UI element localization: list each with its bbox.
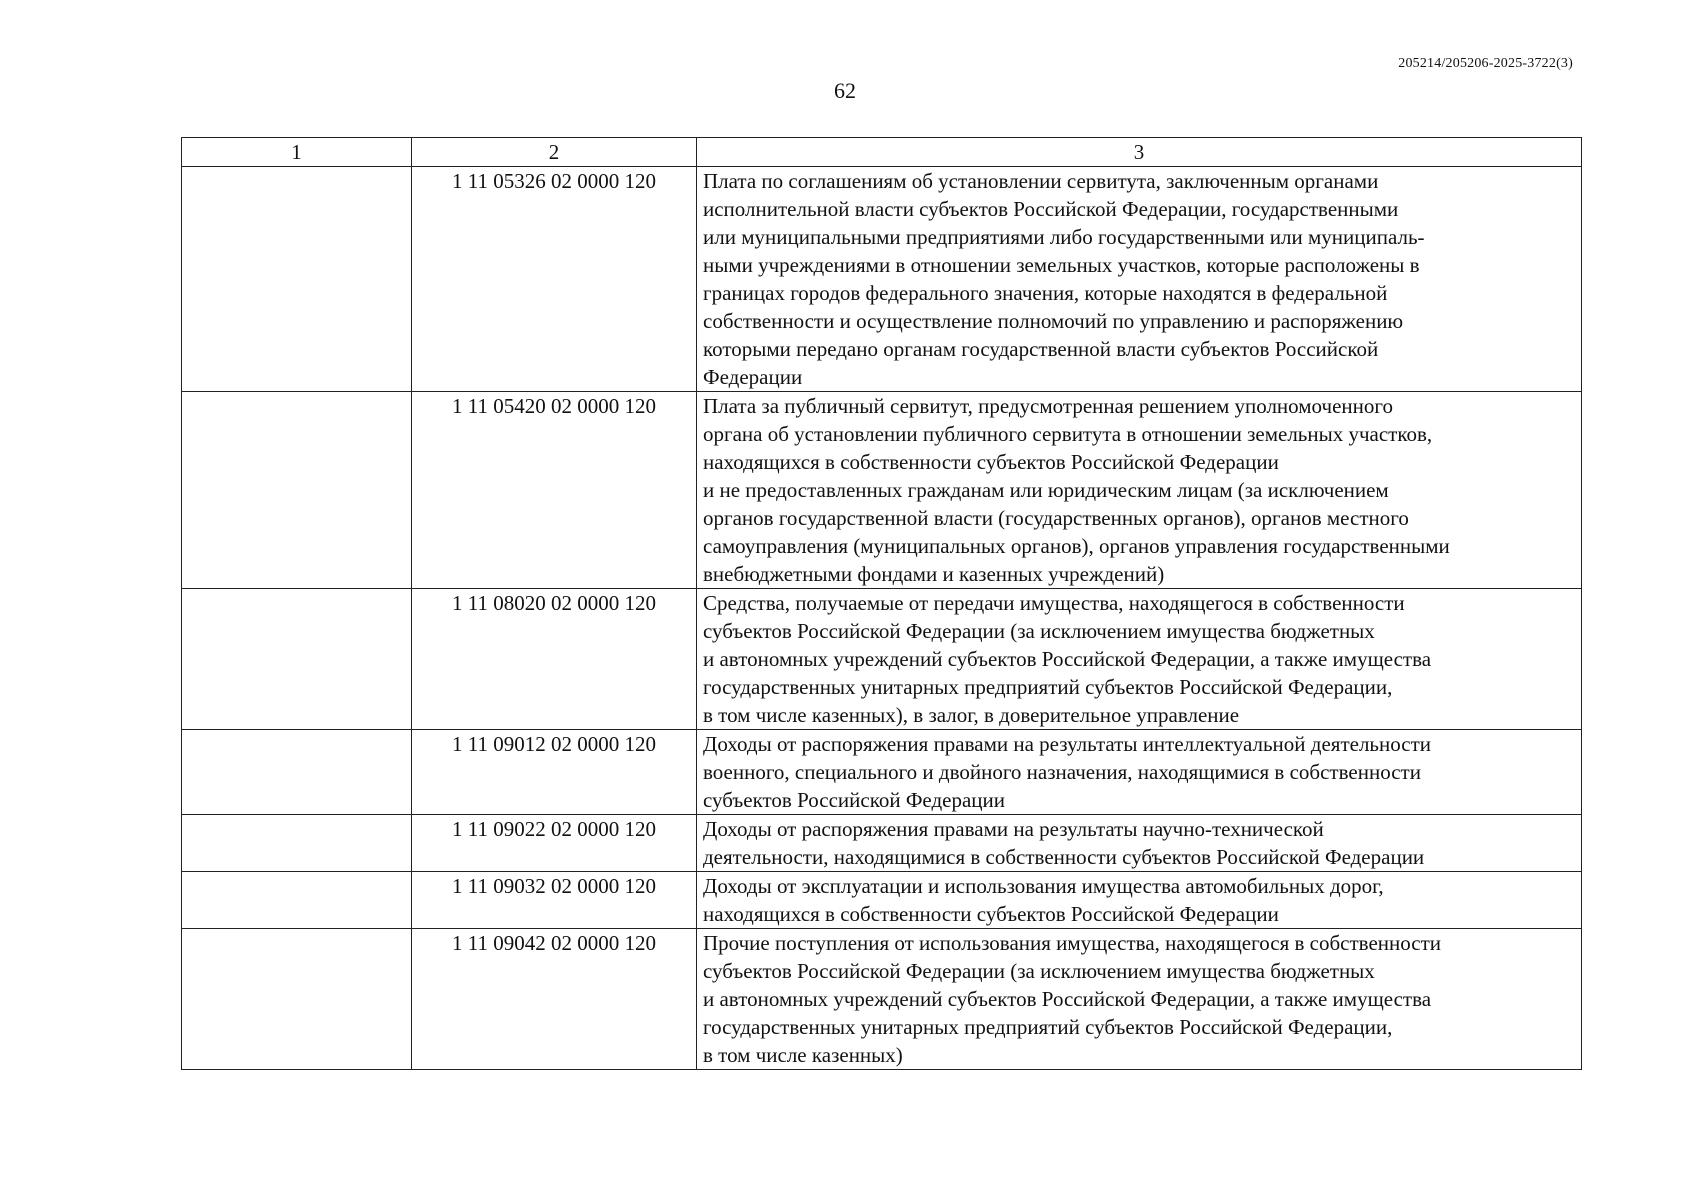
description-line: Прочие поступления от использования имущества, находящегося в собственности: [703, 931, 1441, 955]
table-row: [182, 392, 1582, 589]
description-line: ными учреждениями в отношении земельных участков, которые расположены в: [703, 253, 1420, 277]
budget-code-cell: 1 11 09022 02 0000 120: [412, 815, 697, 872]
description-line: находящихся в собственности субъектов Российской Федерации: [703, 450, 1279, 474]
budget-code-cell: 1 11 09012 02 0000 120: [412, 730, 697, 815]
description-line: исполнительной власти субъектов Российской Федерации, государственными: [703, 197, 1399, 221]
description-line: органа об установлении публичного сервитута в отношении земельных участков,: [703, 422, 1433, 446]
cell-col1: [182, 392, 412, 589]
document-id: 205214/205206-2025-3722(3): [1398, 56, 1573, 71]
budget-code-cell: 1 11 09042 02 0000 120: [412, 929, 697, 1070]
cell-col1: [182, 589, 412, 730]
table-row: [182, 589, 1582, 730]
table-row: [182, 815, 1582, 872]
cell-col1: [182, 167, 412, 392]
description-line: Средства, получаемые от передачи имущества, находящегося в собственности: [703, 591, 1405, 615]
description-line: деятельности, находящимися в собственности субъектов Российской Федерации: [703, 845, 1425, 869]
budget-code-cell: 1 11 08020 02 0000 120: [412, 589, 697, 730]
description-line: государственных унитарных предприятий субъектов Российской Федерации,: [703, 675, 1393, 699]
page-number: 62: [834, 78, 856, 103]
description-line: и автономных учреждений субъектов Российской Федерации, а также имущества: [703, 647, 1432, 671]
income-description-cell: [697, 589, 1582, 730]
table-row: [182, 167, 1582, 392]
description-line: и не предоставленных гражданам или юридическим лицам (за исключением: [703, 478, 1389, 502]
description-line: и автономных учреждений субъектов Российской Федерации, а также имущества: [703, 987, 1432, 1011]
column-header-2: 2: [412, 138, 697, 167]
description-line: границах городов федерального значения, которые находятся в федеральной: [703, 281, 1388, 305]
description-line: Доходы от распоряжения правами на результаты интеллектуальной деятельности: [703, 732, 1431, 756]
description-line: субъектов Российской Федерации (за исключением имущества бюджетных: [703, 959, 1375, 983]
column-header-1: 1: [182, 138, 412, 167]
cell-col1: [182, 730, 412, 815]
table-header-row: [182, 138, 1582, 167]
description-line: субъектов Российской Федерации (за исключением имущества бюджетных: [703, 619, 1375, 643]
cell-col1: [182, 929, 412, 1070]
description-line: субъектов Российской Федерации: [703, 788, 1006, 812]
description-line: Доходы от распоряжения правами на результаты научно-технической: [703, 817, 1324, 841]
description-line: военного, специального и двойного назначения, находящимися в собственности: [703, 760, 1421, 784]
description-line: органов государственной власти (государственных органов), органов местного: [703, 506, 1409, 530]
description-line: находящихся в собственности субъектов Российской Федерации: [703, 902, 1279, 926]
table-row: [182, 730, 1582, 815]
description-line: в том числе казенных), в залог, в доверительное управление: [703, 703, 1240, 727]
description-line: Федерации: [703, 365, 803, 389]
description-line: внебюджетными фондами и казенных учреждений): [703, 562, 1165, 586]
table-body: [182, 167, 1582, 1070]
cell-col1: [182, 872, 412, 929]
income-description-cell: [697, 815, 1582, 872]
description-line: которыми передано органам государственной власти субъектов Российской: [703, 337, 1379, 361]
income-description-cell: [697, 392, 1582, 589]
column-header-3: 3: [697, 138, 1582, 167]
budget-code-cell: 1 11 09032 02 0000 120: [412, 872, 697, 929]
description-line: Доходы от эксплуатации и использования имущества автомобильных дорог,: [703, 874, 1384, 898]
budget-code-table: [181, 137, 1582, 1070]
table-row: [182, 872, 1582, 929]
income-description-cell: [697, 872, 1582, 929]
budget-code-cell: 1 11 05326 02 0000 120: [412, 167, 697, 392]
table-row: [182, 929, 1582, 1070]
description-line: или муниципальными предприятиями либо государственными или муниципаль-: [703, 225, 1425, 249]
income-description-cell: [697, 730, 1582, 815]
income-description-cell: [697, 929, 1582, 1070]
income-description-cell: [697, 167, 1582, 392]
description-line: в том числе казенных): [703, 1043, 903, 1067]
description-line: самоуправления (муниципальных органов), органов управления государственными: [703, 534, 1450, 558]
description-line: государственных унитарных предприятий субъектов Российской Федерации,: [703, 1015, 1393, 1039]
description-line: Плата за публичный сервитут, предусмотренная решением уполномоченного: [703, 394, 1393, 418]
description-line: Плата по соглашениям об установлении сервитута, заключенным органами: [703, 169, 1379, 193]
description-line: собственности и осуществление полномочий по управлению и распоряжению: [703, 309, 1404, 333]
budget-code-cell: 1 11 05420 02 0000 120: [412, 392, 697, 589]
cell-col1: [182, 815, 412, 872]
